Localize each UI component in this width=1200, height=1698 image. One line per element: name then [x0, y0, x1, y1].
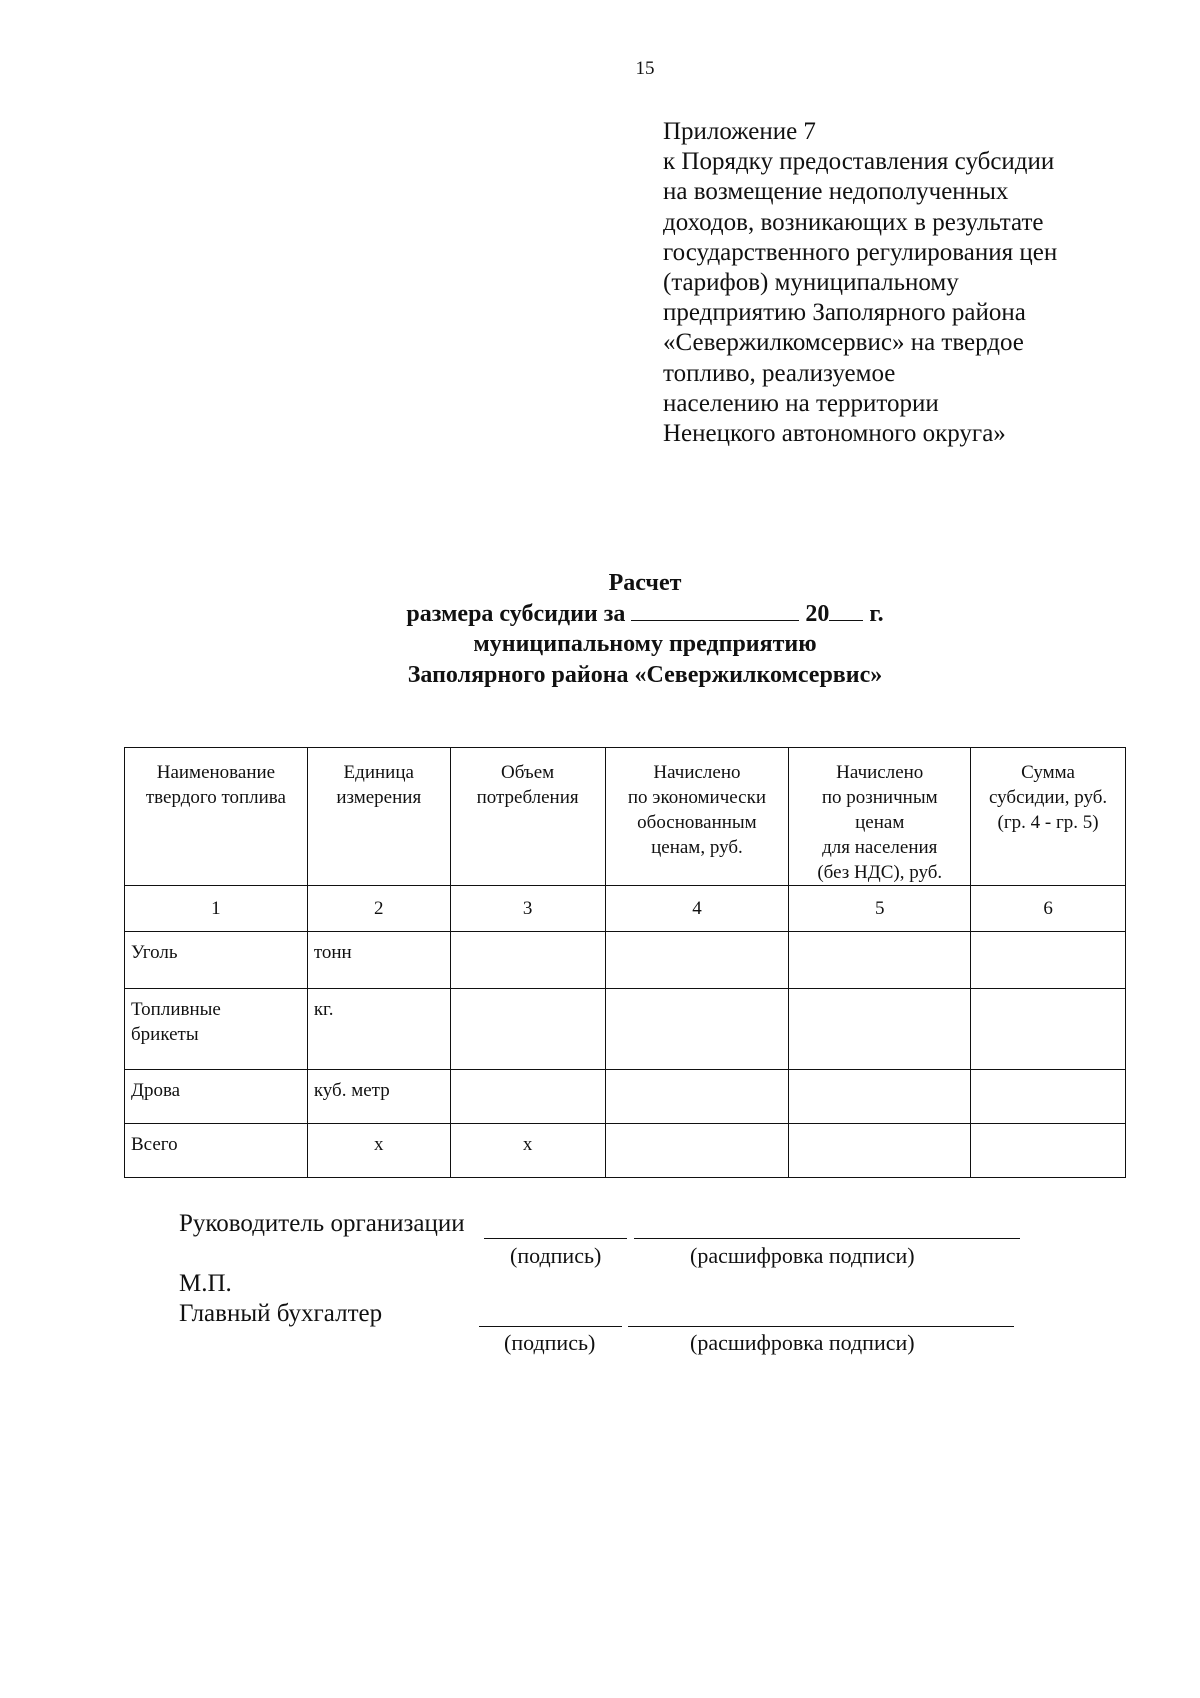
subsidy-calculation-table: [124, 747, 1126, 1178]
title-line-1: Расчет: [608, 570, 682, 596]
header-subsidy-sum: Сумма субсидии, руб. (гр. 4 - гр. 5): [971, 748, 1126, 886]
table-row: [125, 932, 1126, 989]
title-year-suffix: г.: [869, 600, 884, 627]
fuel-name-cell: Топливные брикеты: [125, 989, 308, 1070]
head-decoding-caption: (расшифровка подписи): [690, 1243, 915, 1268]
column-number: 3: [450, 886, 605, 932]
header-volume: Объем потребления: [450, 748, 605, 886]
volume-cell: х: [450, 1124, 605, 1178]
subsidy-amount-cell: [971, 932, 1126, 989]
fuel-name-cell: Дрова: [125, 1070, 308, 1124]
column-number: 6: [971, 886, 1126, 932]
accountant-signature-caption: (подпись): [504, 1330, 596, 1355]
column-number: 5: [789, 886, 971, 932]
header-retail-prices: Начислено по розничным ценам для населения (без НДС), руб.: [789, 748, 971, 886]
header-economic-prices: Начислено по экономически обоснованным ценам, руб.: [605, 748, 789, 886]
accountant-signature-line: [479, 1326, 622, 1327]
accountant-decoding-caption: (расшифровка подписи): [690, 1330, 915, 1355]
column-number: 4: [605, 886, 789, 932]
retail-amount-cell: [789, 932, 971, 989]
page-number: 15: [635, 58, 655, 79]
table-row-total: [125, 1124, 1126, 1178]
appendix-line: Ненецкого автономного округа»: [663, 420, 1006, 448]
accountant-decoding-line: [628, 1326, 1014, 1327]
document-title: [0, 568, 1200, 690]
head-signature-caption: (подпись): [510, 1243, 602, 1268]
period-blank: [631, 600, 799, 621]
appendix-line: доходов, возникающих в результате: [663, 208, 1044, 236]
header-row: [125, 748, 1126, 886]
year-blank: [829, 600, 863, 621]
appendix-heading: [663, 117, 1133, 449]
economic-amount-cell: [605, 932, 789, 989]
table-row: [125, 989, 1126, 1070]
appendix-line: топливо, реализуемое: [663, 359, 896, 387]
head-decoding-line: [634, 1238, 1020, 1239]
column-number-row: [125, 886, 1126, 932]
title-line-4: Заполярного района «Севержилкомсервис»: [407, 661, 883, 688]
appendix-line: (тарифов) муниципальному: [663, 269, 959, 297]
stamp-label: М.П.: [179, 1270, 232, 1297]
appendix-line: государственного регулирования цен: [663, 238, 1058, 266]
subsidy-amount-cell: [971, 1124, 1126, 1178]
appendix-line: «Севержилкомсервис» на твердое: [663, 329, 1024, 357]
appendix-line: Приложение 7: [663, 118, 816, 145]
volume-cell: [450, 932, 605, 989]
title-period-prefix: размера субсидии за: [406, 600, 626, 627]
unit-cell: кг.: [307, 989, 450, 1070]
appendix-line: на возмещение недополученных: [663, 178, 1009, 206]
header-fuel-name: Наименование твердого топлива: [125, 748, 308, 886]
retail-amount-cell: [789, 989, 971, 1070]
head-signature-line: [484, 1238, 627, 1239]
appendix-line: к Порядку предоставления субсидии: [663, 148, 1055, 176]
appendix-line: населению на территории: [663, 389, 939, 417]
title-line-3: муниципальному предприятию: [473, 631, 817, 657]
unit-cell: х: [307, 1124, 450, 1178]
economic-amount-cell: [605, 1070, 789, 1124]
accountant-label: Главный бухгалтер: [179, 1300, 383, 1327]
retail-amount-cell: [789, 1070, 971, 1124]
retail-amount-cell: [789, 1124, 971, 1178]
economic-amount-cell: [605, 989, 789, 1070]
volume-cell: [450, 989, 605, 1070]
unit-cell: куб. метр: [307, 1070, 450, 1124]
fuel-name-cell: Всего: [125, 1124, 308, 1178]
title-year: 20: [805, 600, 830, 627]
appendix-line: предприятию Заполярного района: [663, 299, 1026, 327]
economic-amount-cell: [605, 1124, 789, 1178]
unit-cell: тонн: [307, 932, 450, 989]
fuel-name-cell: Уголь: [125, 932, 308, 989]
volume-cell: [450, 1070, 605, 1124]
subsidy-amount-cell: [971, 1070, 1126, 1124]
column-number: 1: [125, 886, 308, 932]
subsidy-amount-cell: [971, 989, 1126, 1070]
table-row: [125, 1070, 1126, 1124]
column-number: 2: [307, 886, 450, 932]
head-label: Руководитель организации: [179, 1210, 465, 1237]
title-line-2: [0, 599, 1200, 630]
header-unit: Единица измерения: [307, 748, 450, 886]
